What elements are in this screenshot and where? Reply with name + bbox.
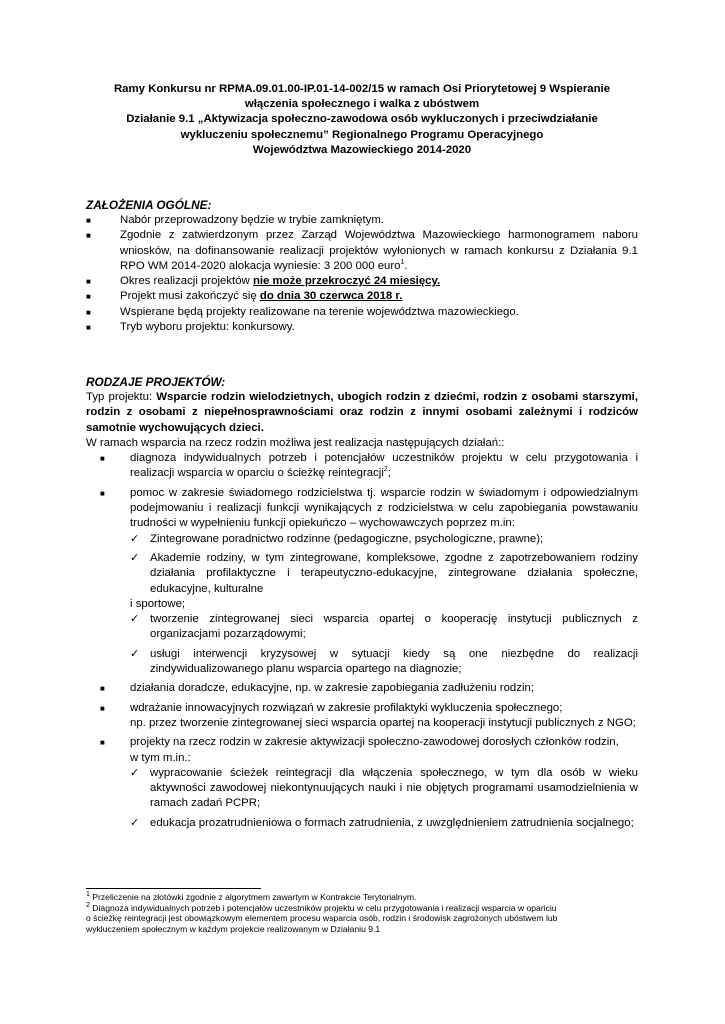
checkmark-icon: ✓ <box>130 766 140 779</box>
footnote-line: o ścieżkę reintegracji jest obowiązkowym elementem procesu wsparcia osób, rodzin i środowisk zagrożonych ubóstwem lub <box>86 913 558 924</box>
project-types-section <box>86 390 638 831</box>
list-item: ■ działania doradcze, edukacyjne, np. w zakresie zapobiegania zadłużeniu rodzin; <box>100 681 638 696</box>
checkmark-icon: ✓ <box>130 816 140 829</box>
checkmark-icon: ✓ <box>130 647 140 660</box>
footnote-line: wykluczeniem społecznym w każdym projekcie realizowanym w Działaniu 9.1 <box>86 923 381 934</box>
footnote-ref[interactable]: 2 <box>383 466 388 474</box>
section-title-types: RODZAJE PROJEKTÓW: <box>86 375 226 389</box>
footnote: $^1$ Przeliczenie na złotówki zgodnie z algorytmem zawartym w Kontrakcie Terytorialnym. <box>86 891 417 902</box>
square-bullet-icon: ■ <box>86 231 91 241</box>
checkmark-icon: ✓ <box>130 532 140 545</box>
list-item: ■ Tryb wyboru projektu: konkursowy. <box>86 320 638 335</box>
square-bullet-icon: ■ <box>86 216 91 225</box>
header-line: Działanie 9.1 „Aktywizacja społeczno-zawodowa osób wykluczonych i przeciwdziałanie <box>126 113 598 126</box>
square-bullet-icon: ■ <box>86 292 91 302</box>
sub-list-item: ✓ usługi interwencji kryzysowej w sytuacji kiedy są one niezbędne do realizacji zindywidualizowanego planu wsparcia opartego na diagnozie; <box>130 647 638 676</box>
list-item: ■ Projekt musi zakończyć się do dnia 30 czerwca 2018 r. <box>86 289 638 304</box>
square-bullet-icon: ■ <box>86 307 91 317</box>
list-item: ■ wdrażanie innowacyjnych rozwiązań w zakresie profilaktyki wykluczenia społecznego; <box>100 701 638 716</box>
sub-list-item: ✓ tworzenie zintegrowanej sieci wsparcia opartej o kooperację instytucji publicznych z organizacjami pozarządowymi; <box>130 613 638 641</box>
footnote-divider <box>86 888 261 889</box>
list-item: ■ Wspierane będą projekty realizowane na terenie województwa mazowieckiego. <box>86 305 638 320</box>
square-bullet-icon: ■ <box>100 684 105 694</box>
emphasis-text: do dnia 30 czerwca 2018 r. <box>259 290 403 303</box>
general-bullet-list <box>86 213 638 335</box>
list-item: ■ projekty na rzecz rodzin w zakresie aktywizacji społeczno-zawodowej dorosłych członków rodzin, <box>100 735 638 750</box>
footnote-ref[interactable]: 1 <box>400 259 405 267</box>
square-bullet-icon: ■ <box>86 323 91 333</box>
header-line: Ramy Konkursu nr RPMA.09.01.00-IP.01-14-002/15 w ramach Osi Priorytetowej 9 Wspieranie <box>113 83 611 95</box>
square-bullet-icon: ■ <box>100 454 105 464</box>
header-line: wykluczeniu społecznemu” Regionalnego Programu Operacyjnego <box>180 128 544 141</box>
sub-list-item: ✓ Zintegrowane poradnictwo rodzinne (pedagogiczne, psychologiczne, prawne); <box>130 532 638 547</box>
header-line: włączenia społecznego i walka z ubóstwem <box>244 98 480 111</box>
square-bullet-icon: ■ <box>86 277 91 287</box>
footnotes <box>86 892 646 934</box>
header-line: Województwa Mazowieckiego 2014-2020 <box>252 143 472 156</box>
square-bullet-icon: ■ <box>100 488 105 498</box>
list-item: ■ Zgodnie z zatwierdzonym przez Zarząd Województwa Mazowieckiego harmonogramem naboru wniosków, na dofinansowanie realizacji projektów wyłonionych w ramach konkursu z Działania 9.1 RPO WM 2014-2020 alokacja wyniesie: 3 200 000 euro$^1$. <box>86 229 638 272</box>
document-header <box>86 82 638 158</box>
square-bullet-icon: ■ <box>100 703 105 713</box>
sub-list-item: ✓ wypracowanie ścieżek reintegracji dla włączenia społecznego, w tym dla osób w wieku aktywności zawodowej niekontynuujących nauki i nie objętych programami usamodzielnienia w ramach zadań PCPR; <box>130 766 638 810</box>
list-item: ■ diagnoza indywidualnych potrzeb i potencjałów uczestników projektu w celu przygotowania i realizacji wsparcia w oparciu o ścieżkę reintegracji$^2$; <box>100 452 638 480</box>
list-item: ■ pomoc w zakresie świadomego rodzicielstwa tj. wsparcie rodzin w świadomym i odpowiedzialnym podejmowaniu i realizacji funkcji wynikających z rodzicielstwa w celu zapobiegania powstawaniu trudności w wypełnieniu funkcji opiekuńczo – wychowawczych poprzez m.in: <box>100 486 638 530</box>
intro-text: W ramach wsparcia na rzecz rodzin możliwa jest realizacja następujących działań:: <box>86 436 505 449</box>
section-title-general: ZAŁOŻENIA OGÓLNE: <box>86 198 212 212</box>
sub-list-item: ✓ Akademie rodziny, w tym zintegrowane, kompleksowe, zgodne z zapotrzebowaniem rodziny działania profilaktyczne i terapeutyczno-edukacyjne, zintegrowane działania społeczne, edukacyjne, kulturalne <box>130 551 638 595</box>
project-type-paragraph: Typ projektu: Wsparcie rodzin wielodzietnych, ubogich rodzin z dziećmi, rodzin z osobami starszymi, rodzin z osobami z niepełnosprawnościami oraz rodzin z innymi osobami zależnymi i rodziców samotnie wychowujących dzieci. <box>86 391 638 434</box>
sub-list-item: ✓ edukacja prozatrudnieniowa o formach zatrudnienia, z uwzględnieniem zatrudnienia socjalnego; <box>130 816 638 831</box>
footnote: $^2$ Diagnoza indywidualnych potrzeb i potencjałów uczestników projektu w celu przygotowania i realizacji wsparcia w opariciu <box>86 901 557 913</box>
continuation-text: w tym m.in.: <box>130 751 191 764</box>
list-item: ■ Nabór przeprowadzony będzie w trybie zamkniętym. <box>86 213 638 228</box>
continuation-text: np. przez tworzenie zintegrowanej sieci wsparcia opartej na kooperacji instytucji publicznych z NGO; <box>130 716 636 729</box>
square-bullet-icon: ■ <box>100 738 105 748</box>
checkmark-icon: ✓ <box>130 613 140 626</box>
emphasis-text: nie może przekroczyć 24 miesięcy. <box>252 275 441 288</box>
list-item: ■ Okres realizacji projektów nie może przekroczyć 24 miesięcy. <box>86 274 638 289</box>
checkmark-icon: ✓ <box>130 551 140 564</box>
continuation-text: i sportowe; <box>130 597 186 610</box>
